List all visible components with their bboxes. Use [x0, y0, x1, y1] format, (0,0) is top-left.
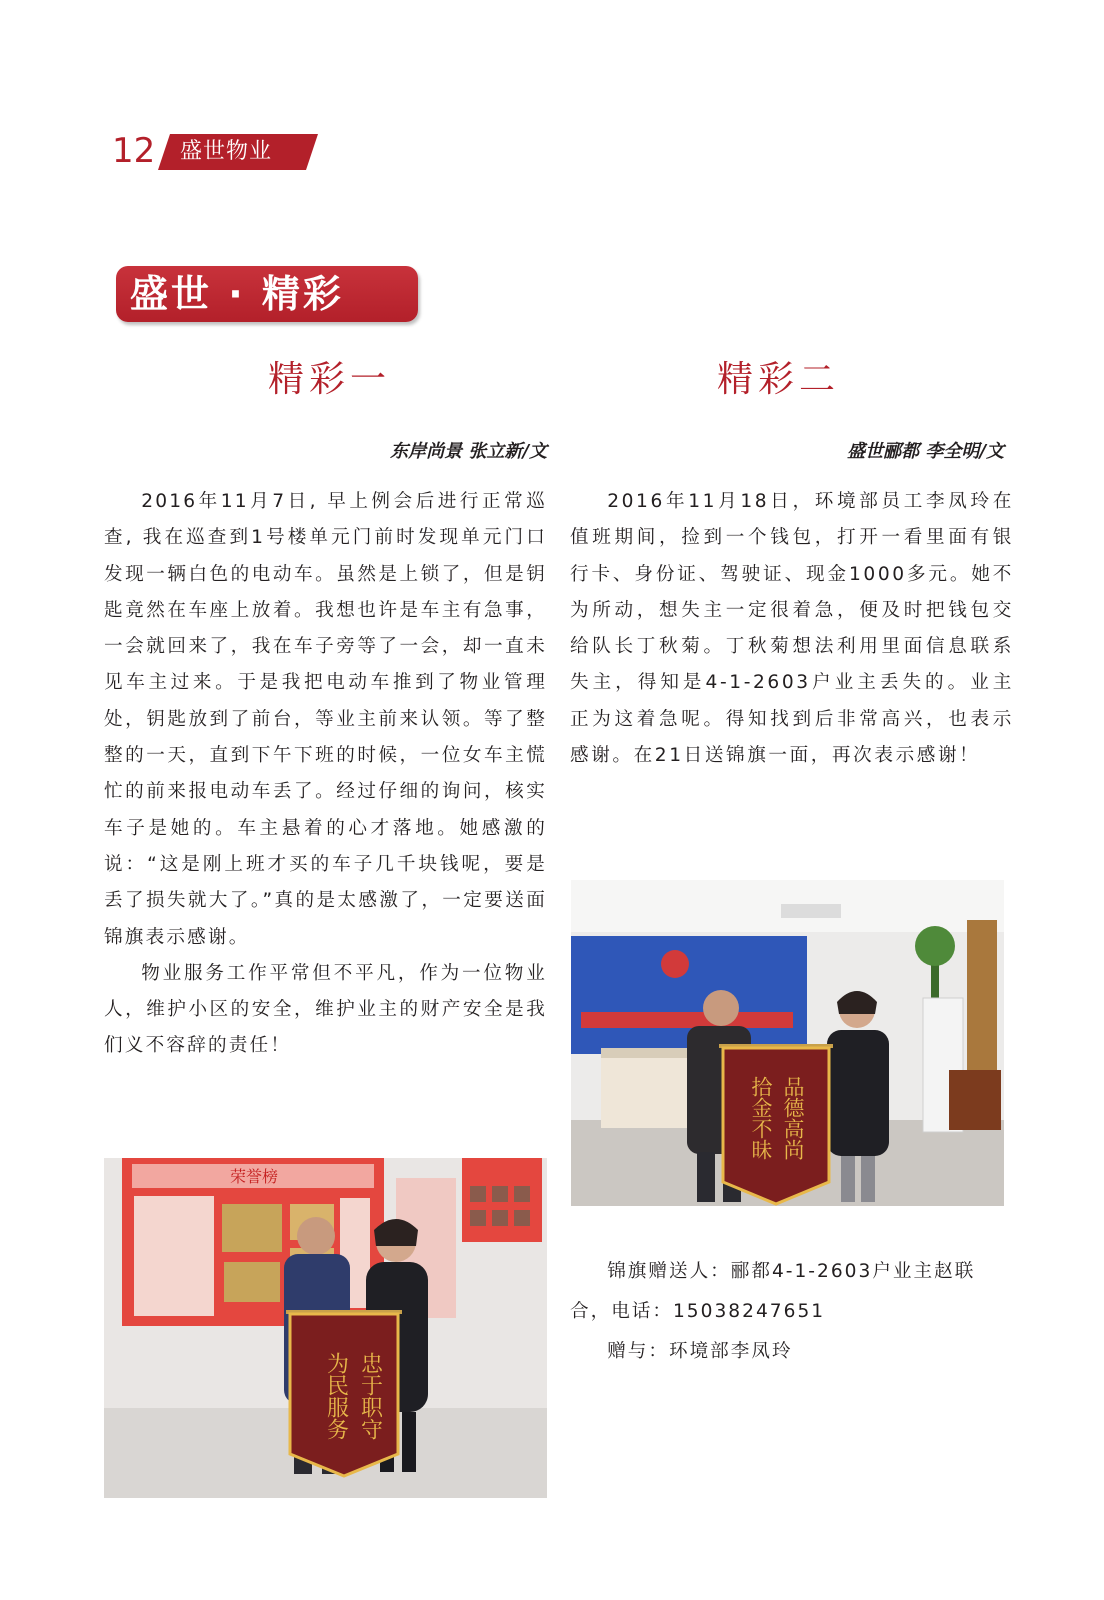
pennant-right-line-2: 拾金不昧 [749, 1076, 773, 1160]
photo-wall-title: 荣誉榜 [229, 1167, 279, 1186]
article-1-paragraph-1: 2016年11月7日, 早上例会后进行正常巡查, 我在巡查到1号楼单元门前时发现单元门口发现一辆白色的电动车。虽然是上锁了，但是钥匙竟然在车座上放着。我想也许是车主有急事，一会就回来了，我在车子旁等了一会，却一直未见车主过来。于是我把电动车推到了物业管理处，钥匙放到了前台，等业主前来认领。等了整整的一天，直到下午下班的时候，一位女车主慌忙的前来报电动车丢了。经过仔细的询问，核实车子是她的。车主悬着的心才落地。她感激的说：“这是刚上班才买的车子几千块钱呢，要是丢了损失就大了。”真的是太感激了，一定要送面锦旗表示感谢。 [104, 491, 547, 948]
caption-recipient: 赠与：环境部李凤玲 [607, 1341, 793, 1362]
caption-donor: 锦旗赠送人：郦都4-1-2603户业主赵联合，电话：15038247651 [570, 1261, 976, 1322]
article-2-body [570, 484, 1014, 774]
photo-honor-wall-scene [104, 1158, 547, 1498]
article-1-body [104, 484, 547, 1065]
article-2-byline: 盛世郦都 李全明/文 [847, 441, 1004, 462]
article-2-title: 精彩二 [717, 359, 841, 400]
section-banner [116, 266, 418, 322]
section-banner-title: 盛世 · 精彩 [130, 272, 344, 316]
pennant-line-1: 忠于职守 [357, 1352, 383, 1440]
page-number: 12 [112, 131, 156, 171]
article-1-photo [104, 1158, 547, 1498]
article-2-caption [570, 1252, 1014, 1372]
article-1-byline: 东岸尚景 张立新/文 [390, 441, 547, 462]
pennant-right-line-1: 品德高尚 [781, 1076, 805, 1160]
photo-office-scene [571, 880, 1004, 1206]
pennant-line-2: 为民服务 [323, 1352, 349, 1440]
article-1-title: 精彩一 [268, 359, 392, 400]
article-2-paragraph-1: 2016年11月18日，环境部员工李凤玲在值班期间，捡到一个钱包，打开一看里面有银行卡、身份证、驾驶证、现金1000多元。她不为所动，想失主一定很着急，便及时把钱包交给队长丁秋菊。丁秋菊想法利用里面信息联系失主，得知是4-1-2603户业主丢失的。业主正为这着急呢。得知找到后非常高兴，也表示感谢。在21日送锦旗一面，再次表示感谢！ [570, 491, 1014, 767]
article-2-photo [571, 880, 1004, 1206]
header-section-name: 盛世物业 [180, 139, 273, 164]
article-1-paragraph-2: 物业服务工作平常但不平凡，作为一位物业人，维护小区的安全，维护业主的财产安全是我们义不容辞的责任！ [104, 962, 547, 1057]
